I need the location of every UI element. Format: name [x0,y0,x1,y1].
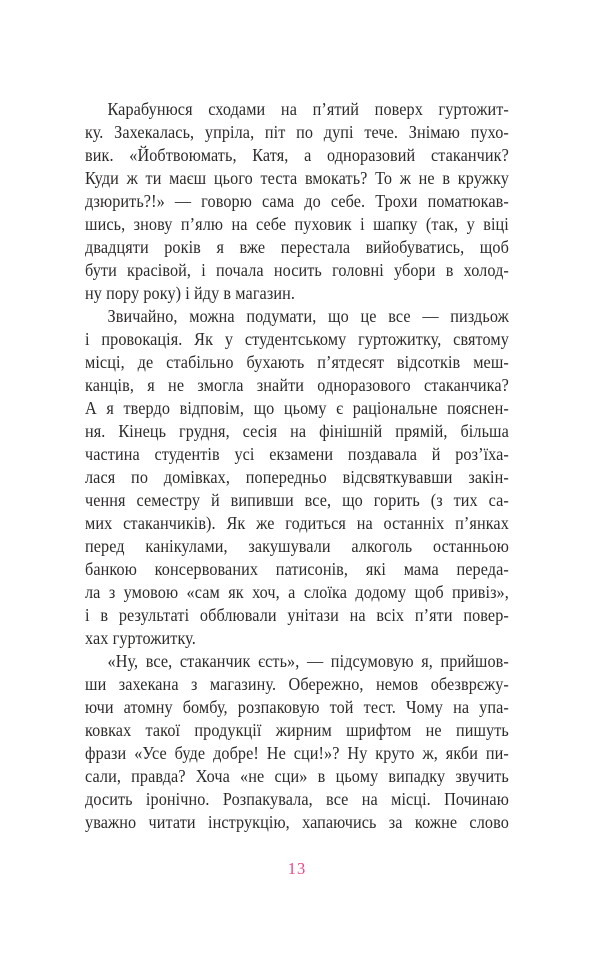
text-line: банкою консервованих патисонів, які мама переда- [85,559,509,579]
text-block [85,98,509,834]
text-line: і в результаті обблювали унітази на всіх п’яти повер- [85,605,509,625]
text-line: Карабунюся сходами на п’ятий поверх гуртожит- [107,99,509,119]
text-line: ючи атомну бомбу, розпаковую той тест. Чому на упа- [85,697,509,717]
text-line: і провокація. Як у студентському гуртожитку, святому [85,329,509,349]
text-line: ку. Захекалась, упріла, піт по дупі тече. Знімаю пухо- [85,122,509,142]
text-line: бути красівой, і почала носить головні убори в холод- [85,260,509,280]
text-line: частина студентів усі екзамени поздавала й роз’їха- [85,444,509,464]
text-line: чення семестру й випивши все, що горить (з тих са- [85,490,509,510]
page-number: 13 [287,859,307,878]
text-line: хах гуртожитку. [85,628,196,648]
text-line: ши захекана з магазину. Обережно, немов обезврєжу- [85,674,509,694]
text-line: ня. Кінець грудня, сесія на фінішній прямій, більша [85,421,509,441]
text-line: вик. «Йобтвоюмать, Катя, а одноразовий стаканчик? [85,145,509,165]
text-line: уважно читати інструкцію, хапаючись за кожне слово [85,812,509,832]
text-line: Звичайно, можна подумати, що це все — пиздьож [107,306,509,326]
text-line: А я твердо відповім, що цьому є раціональне пояснен- [85,398,509,418]
paragraph [85,650,509,834]
text-line: місці, де стабільно бухають п’ятдесят відсотків меш- [85,352,509,372]
text-line: ла з умовою «сам як хоч, а слоїка додому щоб привіз», [85,582,509,602]
text-line: дзюрить?!» — говорю сама до себе. Трохи поматюкав- [85,191,509,211]
text-line: шись, знову п’ялю на себе пуховик і шапку (так, у віці [85,214,509,234]
text-line: ковках такої продукції жирним шрифтом не пишуть [85,720,509,740]
text-line: ну пору року) і йду в магазин. [85,283,295,303]
text-line: канців, я не змогла знайти одноразового стаканчика? [85,375,509,395]
text-line: двадцяти років я вже перестала вийобуватись, щоб [85,237,509,257]
text-line: фрази «Усе буде добре! Не сци!»? Ну круто ж, якби пи- [85,743,509,763]
text-line: сали, правда? Хоча «не сци» в цьому випадку звучить [85,766,509,786]
text-line: перед канікулами, закушували алкоголь останньою [85,536,509,556]
paragraph [85,305,509,650]
text-line: Куди ж ти маєш цього теста вмокать? То ж не в кружку [85,168,509,188]
text-line: досить іронічно. Розпакувала, все на місці. Починаю [85,789,509,809]
text-line: «Ну, все, стаканчик єсть», — підсумовую я, прийшов- [107,651,509,671]
text-line: лася по домівках, попередньо відсвяткувавши закін- [85,467,509,487]
text-line: мих стаканчиків). Як же годиться на останніх п’янках [85,513,509,533]
paragraph [85,98,509,305]
